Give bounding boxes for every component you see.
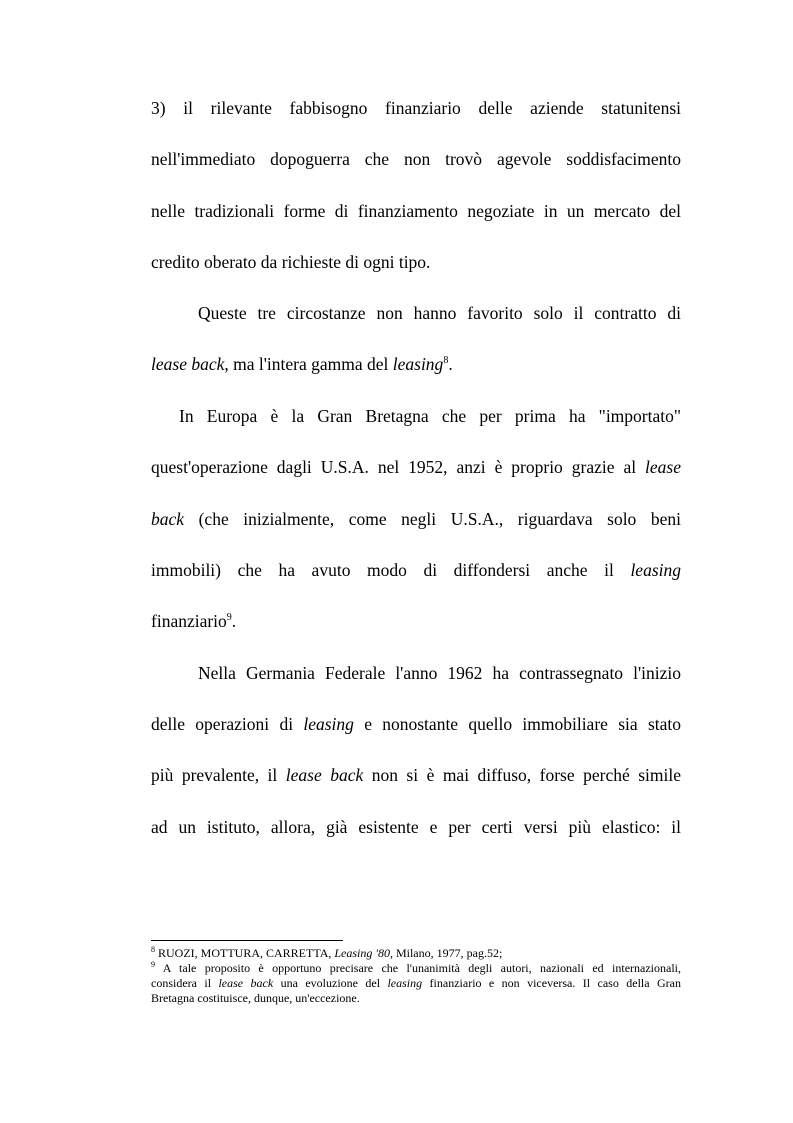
footnote-9-line-1: $^9$ A tale proposito è opportuno precisare che l'unanimità degli autori, nazionali ed internazionali, xyxy=(151,960,681,975)
footnote-separator xyxy=(151,940,343,941)
body-line-9: back (che inizialmente, come negli U.S.A., riguardava solo beni xyxy=(151,509,681,529)
body-line-15: ad un istituto, allora, già esistente e per certi versi più elastico: il xyxy=(151,817,681,837)
body-line-1: 3) il rilevante fabbisogno finanziario delle aziende statunitensi xyxy=(151,98,681,118)
footnote-8: $^8$ RUOZI, MOTTURA, CARRETTA, Leasing '80, Milano, 1977, pag.52; xyxy=(151,945,503,960)
body-line-6: lease back, ma l'intera gamma del leasing$^8$. xyxy=(151,354,453,374)
body-line-11: finanziario$^9$. xyxy=(151,611,237,631)
body-line-13: delle operazioni di leasing e nonostante quello immobiliare sia stato xyxy=(151,714,681,734)
body-line-5: Queste tre circostanze non hanno favorito solo il contratto di xyxy=(198,303,681,323)
footnote-ref-8[interactable]: 8 xyxy=(443,355,449,366)
body-line-7: In Europa è la Gran Bretagna che per prima ha "importato" xyxy=(179,406,681,426)
body-line-12: Nella Germania Federale l'anno 1962 ha contrassegnato l'inizio xyxy=(198,663,681,683)
body-line-3: nelle tradizionali forme di finanziamento negoziate in un mercato del xyxy=(151,201,681,221)
body-line-14: più prevalente, il lease back non si è mai diffuso, forse perché simile xyxy=(151,765,681,785)
body-line-2: nell'immediato dopoguerra che non trovò agevole soddisfacimento xyxy=(151,149,681,169)
body-line-4: credito oberato da richieste di ogni tipo. xyxy=(151,252,431,272)
body-line-8: quest'operazione dagli U.S.A. nel 1952, anzi è proprio grazie al lease xyxy=(151,457,681,477)
footnote-9-line-3: Bretagna costituisce, dunque, un'eccezione. xyxy=(151,991,360,1005)
body-line-10: immobili) che ha avuto modo di diffondersi anche il leasing xyxy=(151,560,681,580)
footnote-ref-9[interactable]: 9 xyxy=(226,612,232,623)
footnote-9-line-2: considera il lease back una evoluzione del leasing finanziario e non viceversa. Il caso della Gran xyxy=(151,976,681,990)
